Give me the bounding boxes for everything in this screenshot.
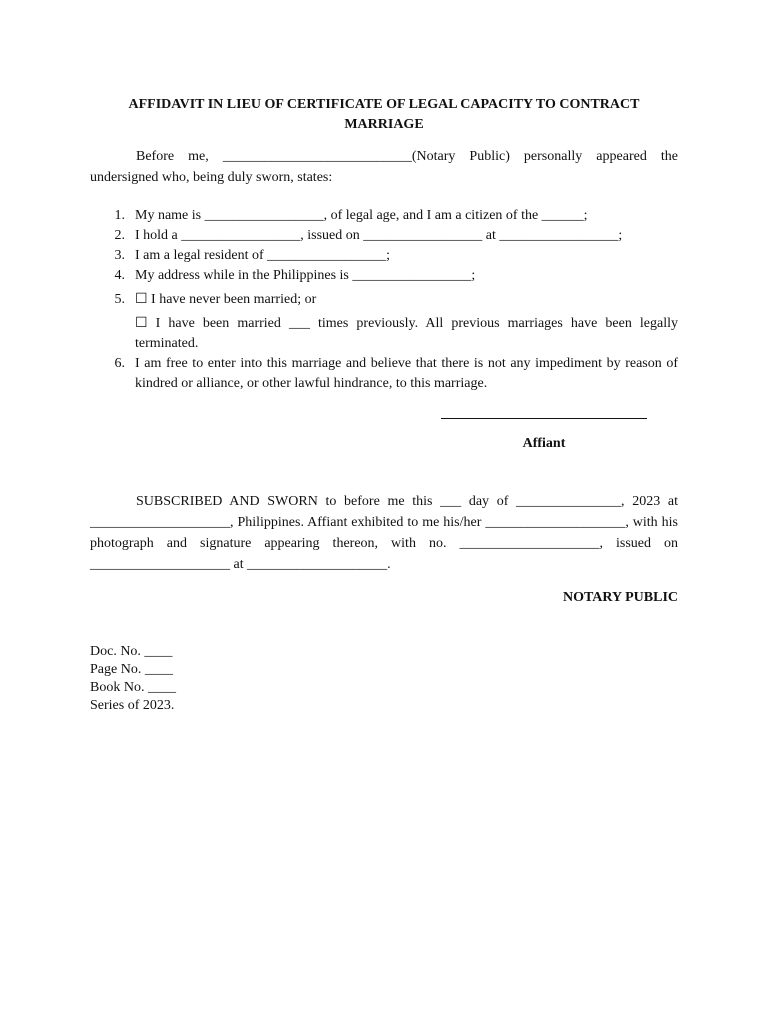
item-number: 2. — [114, 228, 125, 243]
notary-public-label: NOTARY PUBLIC — [562, 590, 678, 605]
notarial-register-block — [90, 643, 176, 715]
item-text: My address while in the Philippines is _________________; — [135, 268, 476, 283]
item-text: My name is _________________, of legal age, and I am a citizen of the ______; — [135, 208, 588, 223]
list-item — [90, 266, 678, 286]
intro-paragraph: Before me, ___________________________(Notary Public) personally appeared the undersigned who, being duly sworn, states: — [90, 149, 678, 185]
doc-number: Doc. No. ____ — [90, 644, 173, 659]
series-year: Series of 2023. — [90, 698, 175, 713]
list-item — [90, 226, 678, 246]
page-number: Page No. ____ — [90, 662, 173, 677]
previously-married-option: ☐ I have been married ___ times previously. All previous marriages have been legally terminated. — [135, 316, 678, 351]
never-married-option: ☐ I have never been married; or — [135, 292, 317, 307]
item-text: I am free to enter into this marriage and believe that there is not any impediment by reason of kindred or alliance, or other lawful hindrance, to this marriage. — [135, 356, 678, 391]
item-number: 6. — [114, 356, 125, 371]
document-title: AFFIDAVIT IN LIEU OF CERTIFICATE OF LEGAL CAPACITY TO CONTRACT MARRIAGE — [128, 97, 640, 132]
jurat-paragraph: SUBSCRIBED AND SWORN to before me this ___ day of _______________, 2023 at ____________________, Philippines. Affiant exhibited to me his/her ____________________, with his photograph and signature appearing thereon, with no. ____________________, issued on ____________________ at ____________________. — [90, 494, 678, 572]
list-item — [90, 246, 678, 266]
statement-list — [90, 206, 678, 394]
list-item — [90, 354, 678, 394]
affiant-signature-line — [441, 418, 647, 419]
item-text-block — [135, 290, 678, 354]
item-text: I hold a _________________, issued on _________________ at _________________; — [135, 228, 623, 243]
list-item — [90, 206, 678, 226]
item-number: 5. — [114, 292, 125, 307]
affiant-label: Affiant — [522, 436, 566, 451]
item-number: 3. — [114, 248, 125, 263]
item-text: I am a legal resident of _________________; — [135, 248, 391, 263]
book-number: Book No. ____ — [90, 680, 176, 695]
list-item — [90, 290, 678, 354]
item-number: 4. — [114, 268, 125, 283]
item-number: 1. — [114, 208, 125, 223]
